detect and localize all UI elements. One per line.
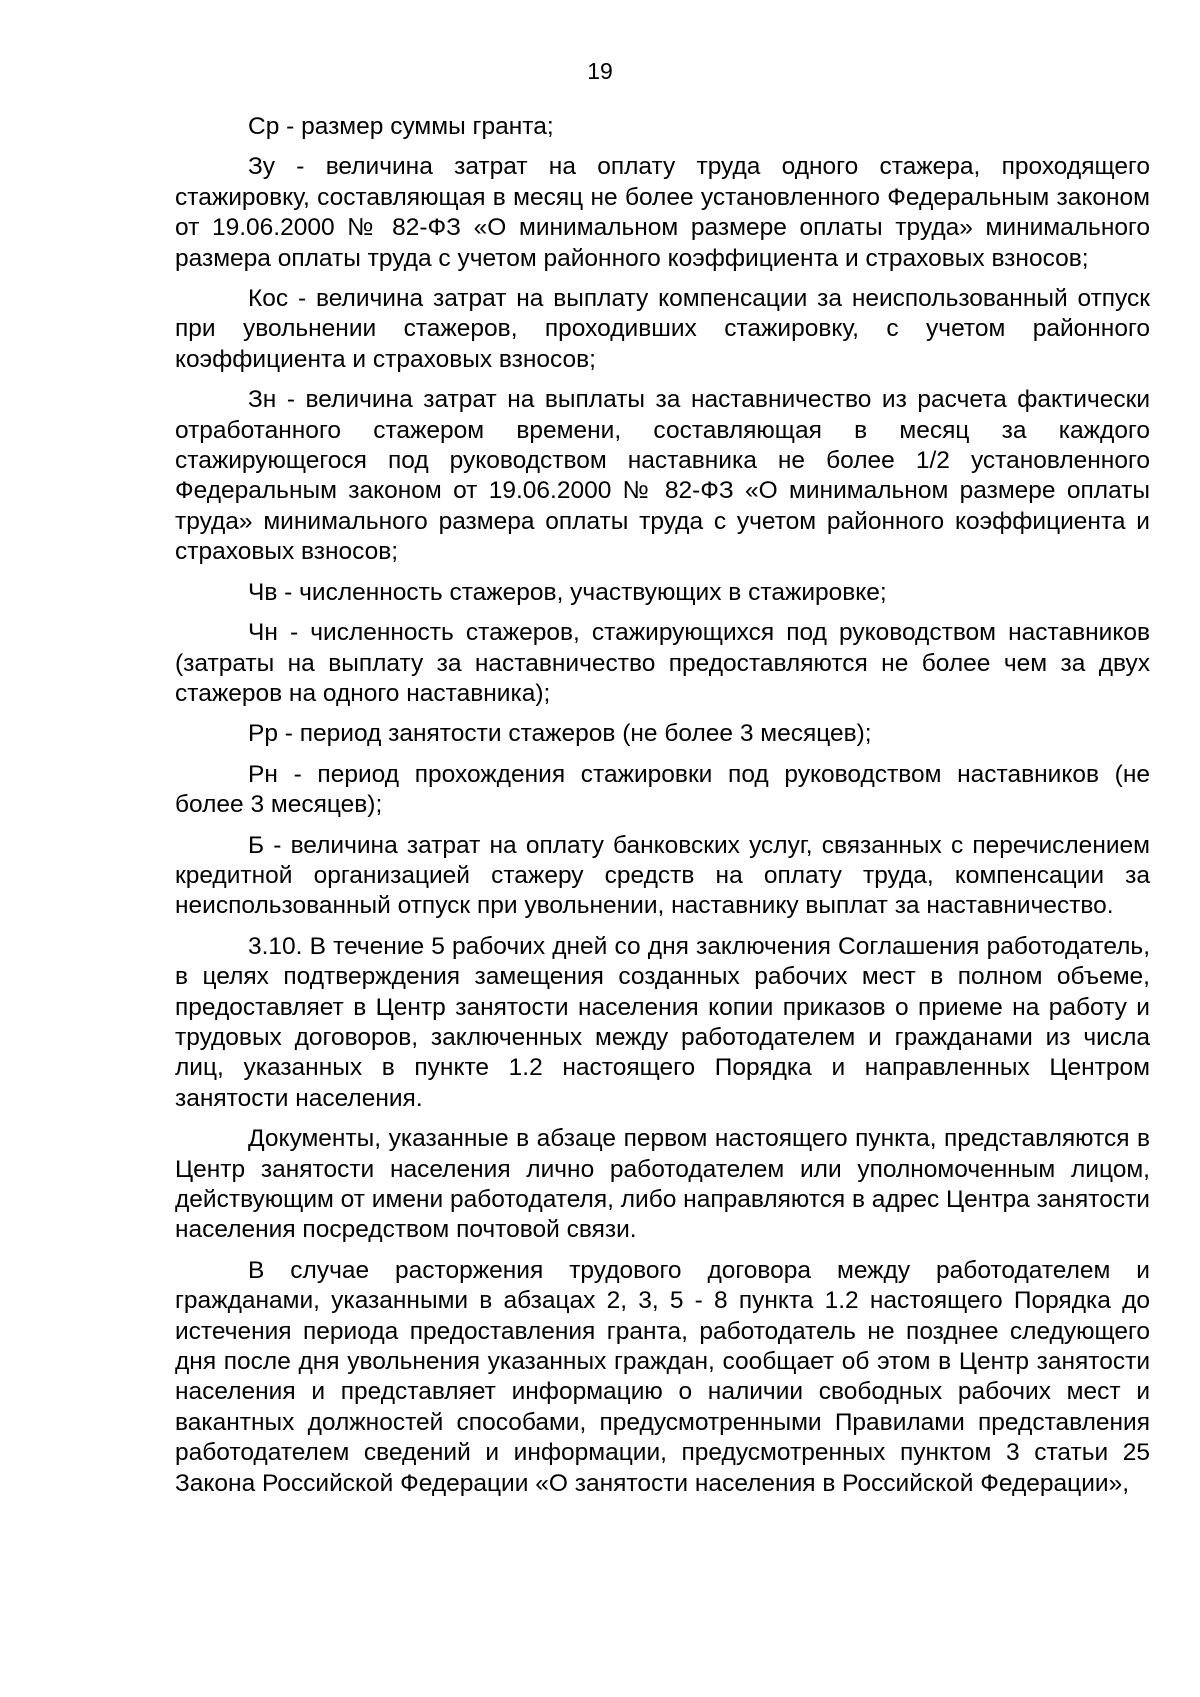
paragraph-clause-3-10: 3.10. В течение 5 рабочих дней со дня заключения Соглашения работодатель, в целях подтверждения замещения созданных рабочих мест в полном объеме, предоставляет в Центр занятости населения копии приказов о приеме на работу и трудовых договоров, заключенных между работодателем и гражданами из числа лиц, указанных в пункте 1.2 настоящего Порядка и направленных Центром занятости населения. (175, 932, 1150, 1112)
paragraph-rr-definition: Рр - период занятости стажеров (не более 3 месяцев); (248, 720, 872, 748)
page-number: 19 (587, 58, 613, 84)
paragraph-chn-definition: Чн - численность стажеров, стажирующихся под руководством наставников (затраты на выплату за наставничество предоставляются не более чем за двух стажеров на одного наставника); (175, 619, 1150, 707)
paragraph-zu-definition: Зу - величина затрат на оплату труда одного стажера, проходящего стажировку, составляющая в месяц не более установленного Федеральным законом от 19.06.2000 № 82-ФЗ «О минимальном размере оплаты труда» минимального размера оплаты труда с учетом районного коэффициента и страховых взносов; (175, 153, 1150, 272)
document-body (175, 112, 1150, 1509)
paragraph-contract-termination: В случае расторжения трудового договора между работодателем и гражданами, указанными в абзацах 2, 3, 5 - 8 пункта 1.2 настоящего Порядка до истечения периода предоставления гранта, работодатель не позднее следующего дня после дня увольнения указанных граждан, сообщает об этом в Центр занятости населения и представляет информацию о наличии свободных рабочих мест и вакантных должностей способами, предусмотренными Правилами представления работодателем сведений и информации, предусмотренных пунктом 3 статьи 25 Закона Российской Федерации «О занятости населения в Российской Федерации», (175, 1256, 1150, 1497)
paragraph-kos-definition: Кос - величина затрат на выплату компенсации за неиспользованный отпуск при увольнении стажеров, проходивших стажировку, с учетом районного коэффициента и страховых взносов; (175, 285, 1150, 373)
paragraph-zn-definition: Зн - величина затрат на выплаты за наставничество из расчета фактически отработанного стажером времени, составляющая в месяц за каждого стажирующегося под руководством наставника не более 1/2 установленного Федеральным законом от 19.06.2000 № 82-ФЗ «О минимальном размере оплаты труда» минимального размера оплаты труда с учетом районного коэффициента и страховых взносов; (175, 386, 1150, 566)
paragraph-b-definition: Б - величина затрат на оплату банковских услуг, связанных с перечислением кредитной организацией стажеру средств на оплату труда, компенсации за неиспользованный отпуск при увольнении, наставнику выплат за наставничество. (175, 831, 1150, 920)
paragraph-chv-definition: Чв - численность стажеров, участвующих в стажировке; (248, 578, 887, 606)
paragraph-documents-submission: Документы, указанные в абзаце первом настоящего пункта, представляются в Центр занятости населения лично работодателем или уполномоченным лицом, действующим от имени работодателя, либо направляются в адрес Центра занятости населения посредством почтовой связи. (175, 1125, 1150, 1244)
paragraph-rn-definition: Рн - период прохождения стажировки под руководством наставников (не более 3 месяцев); (175, 760, 1150, 819)
paragraph-sr-definition: Ср - размер суммы гранта; (248, 113, 554, 140)
